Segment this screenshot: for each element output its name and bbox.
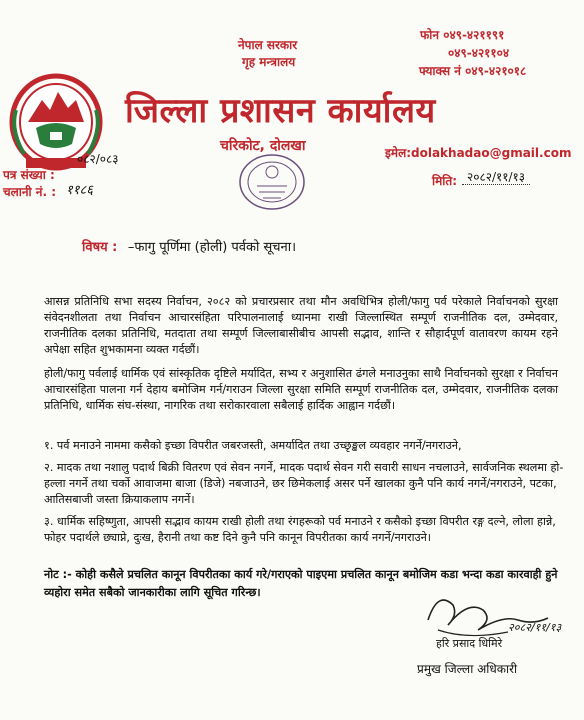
fax-line — [419, 62, 526, 79]
phone-line-1 — [420, 26, 504, 43]
phone-number-1: ०४९-४२११९१ — [443, 28, 505, 42]
rule-item-1: १. पर्व मनाउने नाममा कसैको इच्छा विपरीत जबरजस्ती, अमर्यादित तथा उच्छृङ्खल व्यवहार नगर्ने/नगराउने, — [44, 439, 462, 452]
fiscal-year: ०८२/०८३ — [77, 152, 119, 166]
phone-number-2: ०४९-४२११०४ — [448, 46, 510, 60]
body-paragraph-2: होली/फागु पर्वलाई धार्मिक एवं सांस्कृतिक दृष्टिले मर्यादित, सभ्य र अनुशासित ढंगले मनाउनुका साथै निर्वाचनको सुरक्षा र निर्वाचन आचारसंहिता पालना गर्न देहाय बमोजिम गर्न/गराउन जिल्ला सुरक्षा समिति सम्पूर्ण राजनीतिक दल, उम्मेदवार, राजनीतिक दलका प्रतिनिधि, धार्मिक संघ-संस्था, नागरिक तथा सरोकारवाला सबैलाई हार्दिक आह्वान गर्दछौं। — [44, 367, 558, 412]
email-label: इमेल: — [385, 146, 412, 160]
subject-line — [82, 237, 296, 255]
office-seal-stamp — [237, 152, 307, 212]
office-location: चरिकोट, दोलखा — [220, 138, 306, 154]
rule-item-3: ३. धार्मिक सहिष्णुता, आपसी सद्भाव कायम राखी होली तथा रंगहरूको पर्व मनाउने र कसैको इच्छा विपरीत रङ्ग दल्ने, लोला हान्ने, फोहर पदार्थले छ्याप्ने, दुःख, हैरानी तथा कष्ट दिने कुनै पनि कानून विपरीतका कार्य नगर्ने/नगराउने। — [44, 515, 556, 544]
rule-item-2: २. मादक तथा नशालु पदार्थ बिक्री वितरण एवं सेवन नगर्ने, मादक पदार्थ सेवन गरी सवारी साधन नचलाउने, सार्वजनिक स्थलमा हो-हल्ला नगर्ने तथा चर्को आवाजमा बाजा (डिजे) नबजाउने, छर छिमेकलाई असर पर्ने खालका कुनै पनि कार्य नगर्ने/नगराउने, पटका, आतिसबाजी जस्ता क्रियाकलाप नगर्ने। — [44, 461, 564, 506]
email-address: dolakhadao@gmail.com — [411, 146, 572, 160]
fax-number: ०४९-४२१०१८ — [465, 64, 527, 78]
date-value: २०८२/११/१३ — [467, 170, 526, 184]
officer-title: प्रमुख जिल्ला अधिकारी — [417, 662, 518, 676]
phone-label: फोन — [420, 28, 440, 42]
note-paragraph: नोट :- कोही कसैले प्रचलित कानून विपरीतका कार्य गरे/गराएको पाइएमा प्रचलित कानून बमोजिम कडा भन्दा कडा कारवाही हुने व्यहोरा समेत सबैको जानकारीका लागि सूचित गरिन्छ। — [44, 568, 558, 599]
dispatch-number-label: चलानी नं. : — [3, 185, 57, 199]
fax-label: फ्याक्स नं — [419, 64, 461, 78]
letter-number-label: पत्र संख्या : — [3, 168, 55, 182]
subject-label: विषय : — [82, 240, 118, 255]
email-line — [385, 144, 571, 161]
signature-date: २०८२/११/१३ — [508, 621, 562, 634]
date-dotted-line — [462, 184, 530, 185]
date-label: मिति: — [432, 174, 458, 188]
government-name: नेपाल सरकार — [238, 38, 298, 52]
ministry-name: गृह मन्त्रालय — [242, 55, 296, 69]
dispatch-number: ११८६ — [66, 183, 94, 198]
officer-name: हरि प्रसाद धिमिरे — [436, 637, 503, 650]
office-title: जिल्ला प्रशासन कार्यालय — [125, 91, 436, 131]
subject-text: –फागु पूर्णिमा (होली) पर्वको सूचना। — [127, 240, 297, 255]
body-paragraph-1: आसन्न प्रतिनिधि सभा सदस्य निर्वाचन, २०८२ को प्रचारप्रसार तथा मौन अवधिभित्र होली/फागु पर्व परेकाले निर्वाचनको सुरक्षा संवेदनशीलता तथा निर्वाचन आचारसंहिता परिपालनालाई ध्यानमा राखी जिल्लास्थित सम्पूर्ण राजनीतिक दल, उम्मेदवार, राजनीतिक दलका प्रतिनिधि, मतदाता तथा सम्पूर्ण जिल्लाबासीबीच आपसी सद्भाव, शान्ति र सौहार्दपूर्ण वातावरण कायम रहने अपेक्षा सहित शुभकामना व्यक्त गर्दछौं। — [44, 295, 558, 356]
